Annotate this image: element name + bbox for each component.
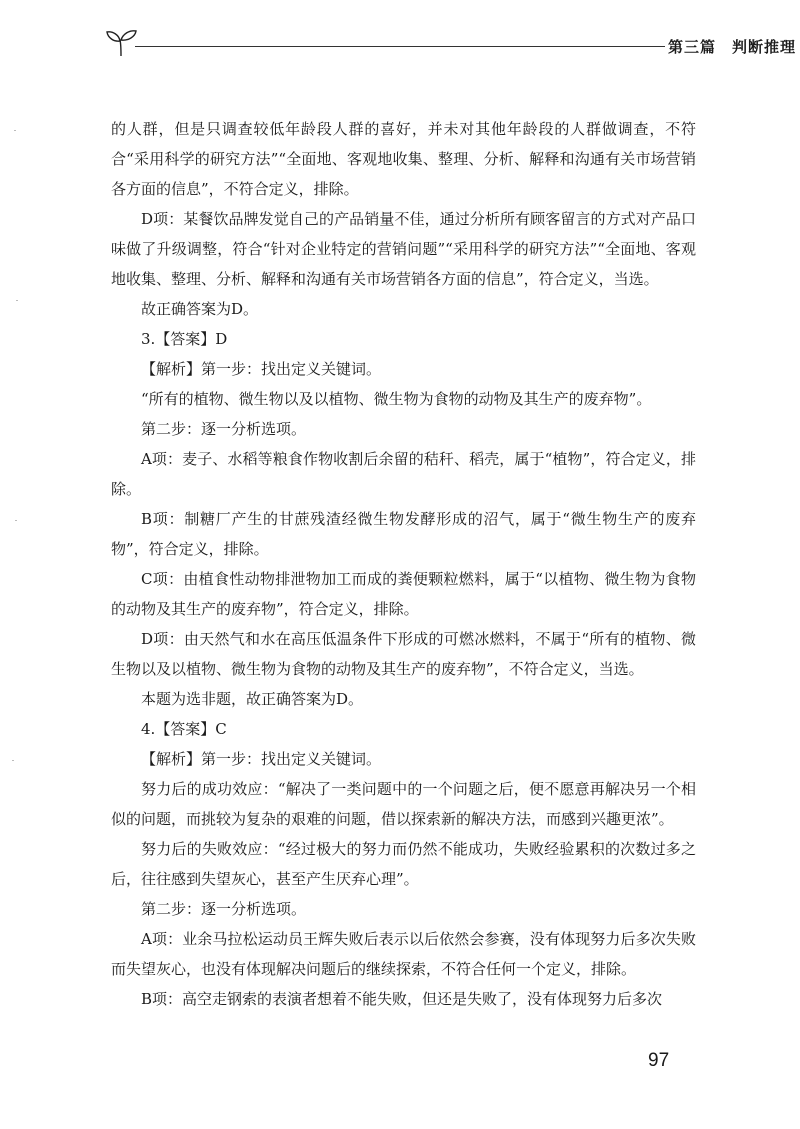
header-rule (135, 46, 665, 47)
paragraph: A项：业余马拉松运动员王辉失败后表示以后依然会参赛，没有体现努力后多次失败而失望灰心，也没有体现解决问题后的继续探索，不符合任何一个定义，排除。 (111, 930, 696, 978)
answer-heading: 4.【答案】C (141, 720, 227, 738)
paragraph: 努力后的失败效应：“经过极大的努力而仍然不能成功，失败经验累积的次数过多之后，往往感到失望灰心，甚至产生厌弃心理”。 (111, 840, 696, 888)
paragraph: 第二步：逐一分析选项。 (141, 900, 307, 918)
scan-mark (15, 520, 17, 521)
sprout-icon (105, 26, 139, 58)
paragraph: A项：麦子、水稻等粮食作物收割后余留的秸秆、稻壳，属于“植物”，符合定义，排除。 (111, 450, 696, 498)
scan-mark (14, 130, 16, 131)
scan-mark (16, 300, 18, 301)
paragraph: B项：高空走钢索的表演者想着不能失败，但还是失败了，没有体现努力后多次 (141, 990, 663, 1008)
paragraph: 【解析】第一步：找出定义关键词。 (141, 360, 382, 378)
paragraph: 故正确答案为D。 (141, 300, 259, 318)
paragraph: 本题为选非题，故正确答案为D。 (141, 690, 364, 708)
paragraph: D项：由天然气和水在高压低温条件下形成的可燃冰燃料，不属于“所有的植物、微生物以及以植物、微生物为食物的动物及其生产的废弃物”，不符合定义，当选。 (111, 630, 696, 678)
page-header (105, 26, 800, 66)
paragraph: 努力后的成功效应：“解决了一类问题中的一个问题之后，便不愿意再解决另一个相似的问题，而挑较为复杂的艰难的问题，借以探索新的解决方法，而感到兴趣更浓”。 (111, 780, 696, 828)
paragraph: 【解析】第一步：找出定义关键词。 (141, 750, 382, 768)
answer-heading: 3.【答案】D (141, 330, 228, 348)
paragraph: D项：某餐饮品牌发觉自己的产品销量不佳，通过分析所有顾客留言的方式对产品口味做了升级调整，符合“针对企业特定的营销问题”“采用科学的研究方法”“全面地、客观地收集、整理、分析、解释和沟通有关市场营销各方面的信息”，符合定义，当选。 (111, 210, 696, 288)
paragraph: “所有的植物、微生物以及以植物、微生物为食物的动物及其生产的废弃物”。 (141, 390, 652, 408)
paragraph: 第二步：逐一分析选项。 (141, 420, 307, 438)
section-title: 第三篇 判断推理 (668, 38, 797, 56)
paragraph: 的人群，但是只调查较低年龄段人群的喜好，并未对其他年龄段的人群做调查，不符合“采用科学的研究方法”“全面地、客观地收集、整理、分析、解释和沟通有关市场营销各方面的信息”，不符合定义，排除。 (111, 120, 696, 198)
scan-mark (12, 760, 14, 761)
body-text (111, 114, 696, 1014)
page-number: 97 (648, 1050, 670, 1071)
paragraph: B项：制糖厂产生的甘蔗残渣经微生物发酵形成的沼气，属于“微生物生产的废弃物”，符合定义，排除。 (111, 510, 696, 558)
paragraph: C项：由植食性动物排泄物加工而成的粪便颗粒燃料，属于“以植物、微生物为食物的动物及其生产的废弃物”，符合定义，排除。 (111, 570, 696, 618)
